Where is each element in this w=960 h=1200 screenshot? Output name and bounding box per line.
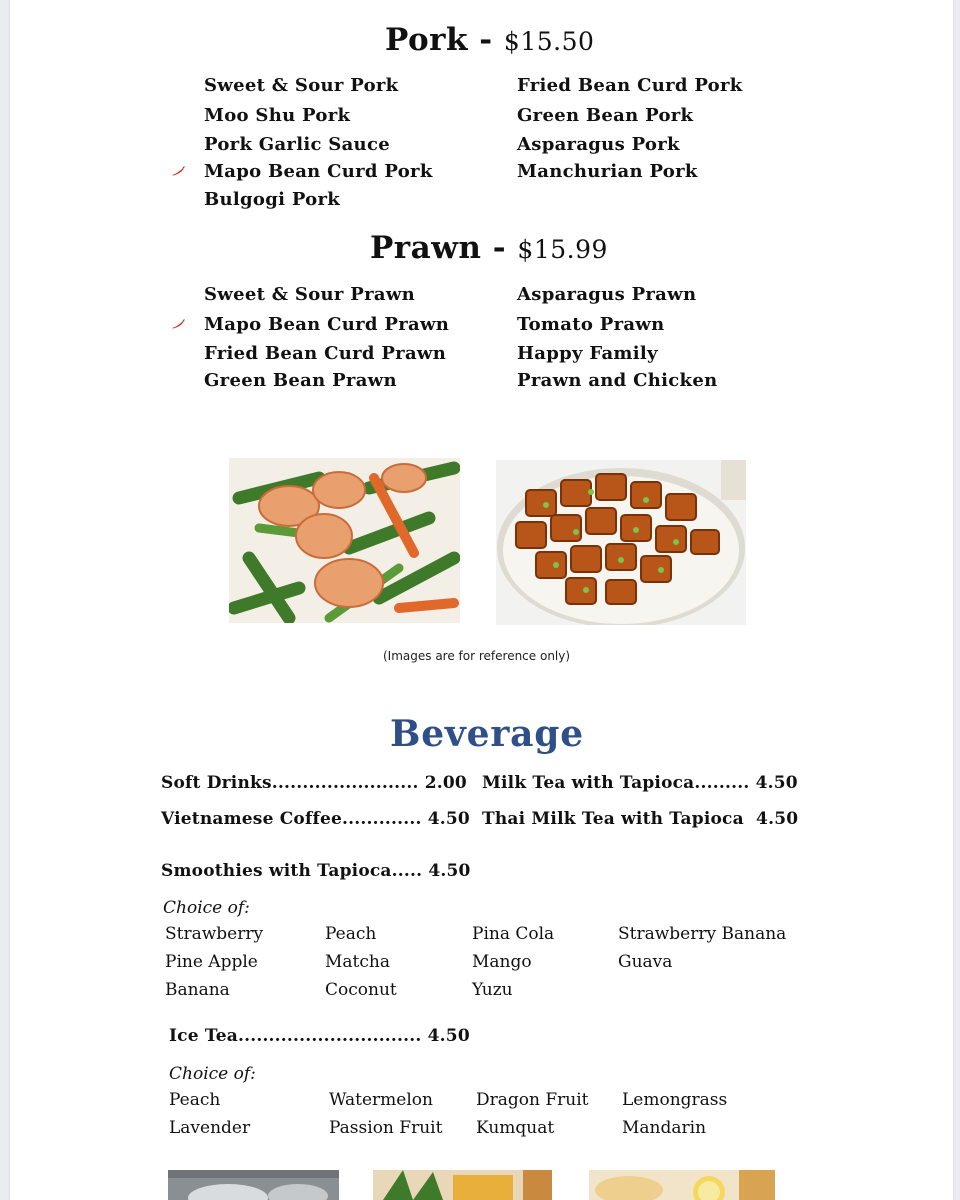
- smoothie-option: Yuzu: [472, 980, 513, 1000]
- beverage-label: Thai Milk Tea with Tapioca: [482, 809, 744, 829]
- smoothie-option: Matcha: [325, 952, 390, 972]
- menu-item: Green Bean Prawn: [204, 370, 397, 391]
- beverage-label: Milk Tea with Tapioca: [482, 773, 695, 793]
- pork-heading: Pork - $15.50: [385, 22, 595, 58]
- menu-item: Mapo Bean Curd Pork: [204, 161, 433, 182]
- smoothie-option: Strawberry: [165, 924, 264, 944]
- menu-item: Moo Shu Pork: [204, 105, 351, 126]
- chili-pepper-icon: [171, 166, 185, 176]
- prawn-price: $15.99: [517, 235, 608, 264]
- beverage-title: Beverage: [390, 713, 584, 755]
- ice-tea-option: Passion Fruit: [329, 1118, 443, 1138]
- beverage-item-thai-milk-tea: [482, 809, 798, 829]
- menu-item: Prawn and Chicken: [517, 370, 718, 391]
- smoothie-choice-label: Choice of:: [163, 898, 250, 918]
- menu-page: [10, 0, 953, 1200]
- menu-item: Asparagus Pork: [517, 134, 680, 155]
- menu-item: Manchurian Pork: [517, 161, 698, 182]
- ice-tea-option: Watermelon: [329, 1090, 433, 1110]
- pork-price: $15.50: [503, 27, 595, 56]
- tofu-rice-bowl-photo: [496, 460, 746, 625]
- ice-tea-option: Peach: [169, 1090, 221, 1110]
- beverage-item-soft-drinks: Soft Drinks........................ 2.00: [161, 773, 467, 793]
- prawn-heading: Prawn - $15.99: [370, 230, 608, 266]
- image-disclaimer: (Images are for reference only): [383, 649, 571, 663]
- beverage-price: 4.50: [755, 773, 798, 793]
- ice-tea-option: Mandarin: [622, 1118, 707, 1138]
- menu-item: Bulgogi Pork: [204, 189, 341, 210]
- beverage-item-vietnamese-coffee: Vietnamese Coffee............. 4.50: [161, 809, 470, 829]
- menu-item: Fried Bean Curd Pork: [517, 75, 743, 96]
- menu-item: Fried Bean Curd Prawn: [204, 343, 447, 364]
- menu-item: Pork Garlic Sauce: [204, 134, 390, 155]
- beverage-item-milk-tea: Milk Tea with Tapioca......... 4.50: [482, 773, 798, 793]
- beverage-label: Smoothies with Tapioca: [161, 861, 392, 881]
- lemon-tea-photo: [589, 1170, 775, 1200]
- beverage-price: 2.00: [424, 773, 467, 793]
- ice-tea-option: Kumquat: [476, 1118, 555, 1138]
- smoothie-option: Pina Cola: [472, 924, 555, 944]
- menu-item: Happy Family: [517, 343, 658, 364]
- ice-tea-choice-label: Choice of:: [169, 1064, 256, 1084]
- smoothie-option: Coconut: [325, 980, 397, 1000]
- beverage-price: 4.50: [428, 861, 471, 881]
- ice-tea-option: Lemongrass: [622, 1090, 728, 1110]
- menu-item: Mapo Bean Curd Prawn: [204, 314, 450, 335]
- menu-item: Green Bean Pork: [517, 105, 694, 126]
- beverage-price: 4.50: [427, 809, 470, 829]
- beverage-label: Soft Drinks: [161, 773, 272, 793]
- beverage-item-smoothies: Smoothies with Tapioca..... 4.50: [161, 861, 471, 881]
- ice-tea-option: Lavender: [169, 1118, 251, 1138]
- menu-item: Tomato Prawn: [517, 314, 665, 335]
- menu-item: Sweet & Sour Pork: [204, 75, 399, 96]
- smoothie-option: Guava: [618, 952, 673, 972]
- shrimp-green-bean-photo: [229, 458, 460, 623]
- menu-item: Sweet & Sour Prawn: [204, 284, 416, 305]
- smoothie-option: Pine Apple: [165, 952, 258, 972]
- pineapple-drink-photo: [373, 1170, 552, 1200]
- beverage-label: Ice Tea: [169, 1026, 238, 1046]
- menu-item: Asparagus Prawn: [517, 284, 697, 305]
- smoothie-option: Strawberry Banana: [618, 924, 787, 944]
- chili-pepper-icon: [171, 319, 185, 329]
- beverage-item-ice-tea: Ice Tea.............................. 4.50: [169, 1026, 470, 1046]
- smoothie-option: Peach: [325, 924, 377, 944]
- drink-photo: [168, 1170, 339, 1200]
- beverage-price: 4.50: [427, 1026, 470, 1046]
- smoothie-option: Banana: [165, 980, 230, 1000]
- ice-tea-option: Dragon Fruit: [476, 1090, 589, 1110]
- prawn-name: Prawn: [370, 230, 482, 266]
- pork-name: Pork: [385, 22, 468, 58]
- beverage-label: Vietnamese Coffee: [161, 809, 343, 829]
- smoothie-option: Mango: [472, 952, 532, 972]
- beverage-price: 4.50: [756, 809, 799, 829]
